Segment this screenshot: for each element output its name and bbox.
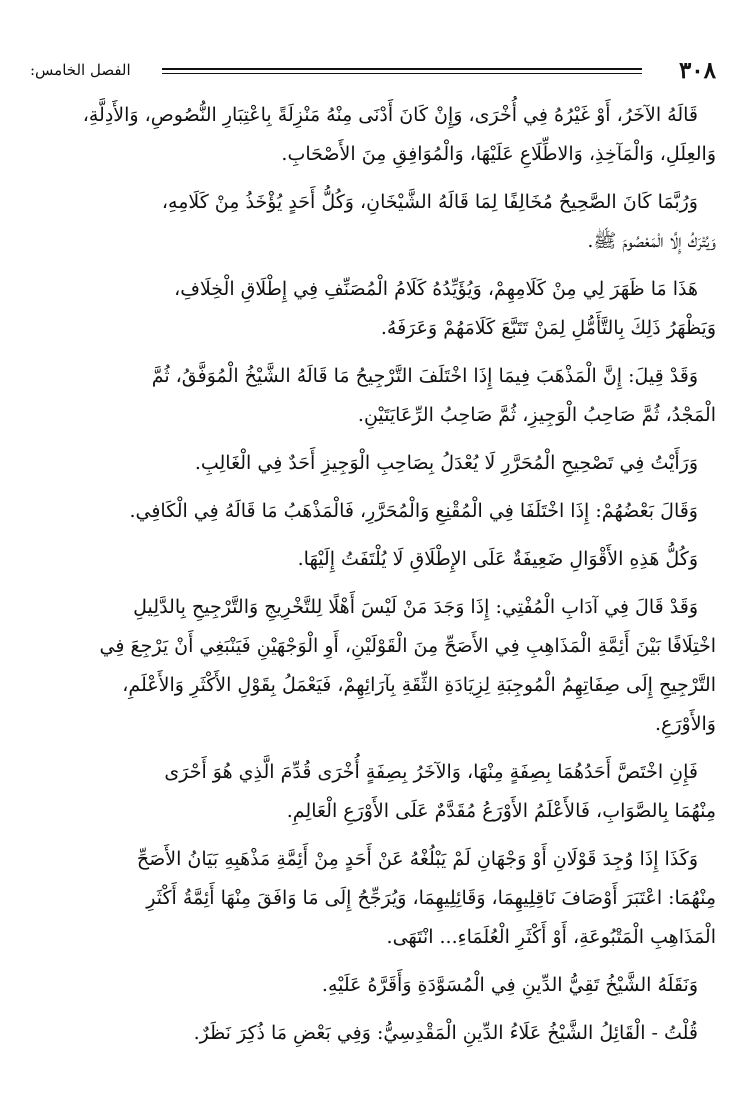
- paragraph: [30, 270, 716, 348]
- paragraph: [30, 444, 716, 483]
- page-body: [30, 96, 716, 1053]
- paragraph: [30, 540, 716, 579]
- paragraph: [30, 183, 716, 261]
- text-line: وَيَظْهَرُ ذَلِكَ بِالتَّأَمُّلِ لِمَنْ تَتَبَّعَ كَلَامَهُمْ وَعَرَفَهُ.: [380, 317, 716, 339]
- text-line: وَرُبَّمَا كَانَ الصَّحِيحُ مُخَالِفًا لِمَا قَالَهُ الشَّيْخَانِ، وَكُلُّ أَحَدٍ يُؤْخَذُ مِنْ كَلَامِهِ،: [161, 191, 698, 213]
- paragraph-gap: [30, 957, 716, 966]
- text-line: مِنْهُمَا بِالصَّوَابِ، فَالأَعْلَمُ الأَوْرَعُ مُقَدَّمٌ عَلَى الأَوْرَعِ الْعَالِمِ.: [286, 800, 716, 822]
- paragraph-gap: [30, 435, 716, 444]
- paragraph-gap: [30, 831, 716, 840]
- text-line: وَقَدْ قَالَ فِي آدَابِ الْمُفْتِي: إِذَا وَجَدَ مَنْ لَيْسَ أَهْلًا لِلتَّخْرِيجِ وَالتَّرْجِيحِ بِالدَّلِيلِ: [133, 596, 698, 618]
- text-line: مِنْهُمَا: اعْتَبَرَ أَوْصَافَ نَاقِلِيهِمَا، وَقَائِلِيهِمَا، وَيُرَجِّحُ إِلَى مَا وَافَقَ مِنْهَا أَئِمَّةُ أَكْثَرِ: [146, 887, 716, 909]
- paragraph: [30, 492, 716, 531]
- paragraph: [30, 1014, 716, 1053]
- paragraph: [30, 840, 716, 957]
- text-line: قَالَهُ الآخَرُ، أَوْ غَيْرُهُ فِي أُخْرَى، وَإِنْ كَانَ أَدْنَى مِنْهُ مَنْزِلَةً بِاعْتِبَارِ النُّصُوصِ، وَالأَدِلَّةِ،: [82, 104, 698, 126]
- text-line: وَقَدْ قِيلَ: إِنَّ الْمَذْهَبَ فِيمَا إِذَا اخْتَلَفَ التَّرْجِيحُ مَا قَالَهُ الشَّيْخُ الْمُوَفَّقُ، ثُمَّ: [151, 365, 698, 387]
- paragraph: [30, 753, 716, 831]
- paragraph: [30, 588, 716, 744]
- text-line: وَكَذَا إِذَا وُجِدَ قَوْلَانِ أَوْ وَجْهَانِ لَمْ يَبْلُغْهُ عَنْ أَحَدٍ مِنْ أَئِمَّةِ مَذْهَبِهِ بَيَانُ الأَصَحِّ: [136, 848, 698, 870]
- text-line: الْمَذَاهِبِ الْمَتْبُوعَةِ، أَوْ أَكْثَرِ الْعُلَمَاءِ... انْتَهَى.: [386, 926, 716, 948]
- text-line: قُلْتُ - الْقَائِلُ الشَّيْخُ عَلَاءُ الدِّينِ الْمَقْدِسِيُّ: وَفِي بَعْضِ مَا ذُكِرَ نَظَرٌ.: [193, 1022, 698, 1044]
- paragraph-gap: [30, 348, 716, 357]
- text-line: وَرَأَيْتُ فِي تَصْحِيحِ الْمُحَرَّرِ لَا يُعْدَلُ بِصَاحِبِ الْوَجِيزِ أَحَدٌ فِي الْغَالِبِ.: [194, 452, 698, 474]
- text-line: التَّرْجِيحِ إِلَى صِفَاتِهِمُ الْمُوجِبَةِ لِزِيَادَةِ الثِّقَةِ بِآرَائِهِمْ، فَيَعْمَلُ بِقَوْلِ الأَكْثَرِ وَالأَعْلَمِ،: [122, 674, 716, 696]
- paragraph: [30, 966, 716, 1005]
- chapter-title: الفصل الخامس:: [30, 61, 131, 79]
- paragraph-gap: [30, 261, 716, 270]
- paragraph: [30, 96, 716, 174]
- paragraph-gap: [30, 1005, 716, 1014]
- text-line: اخْتِلَافًا بَيْنَ أَئِمَّةِ الْمَذَاهِبِ فِي الأَصَحِّ مِنَ الْقَوْلَيْنِ، أَوِ الْوَجْهَيْنِ فَيَنْبَغِي أَنْ يَرْجِعَ فِي: [99, 635, 716, 657]
- paragraph: [30, 357, 716, 435]
- paragraph-gap: [30, 531, 716, 540]
- paragraph-gap: [30, 174, 716, 183]
- paragraph-gap: [30, 483, 716, 492]
- text-line: وَيُتْرَكُ إِلَّا الْمَعْصُومَ ﷺ.: [587, 230, 716, 252]
- text-line: هَذَا مَا ظَهَرَ لِي مِنْ كَلَامِهِمْ، وَيُؤَيِّدُهُ كَلَامُ الْمُصَنِّفِ فِي إِطْلَاقِ الْخِلَافِ،: [174, 278, 698, 300]
- text-line: وَالعِلَلِ، وَالْمَآخِذِ، وَالاطِّلَاعِ عَلَيْهَا، وَالْمُوَافِقِ مِنَ الأَصْحَابِ.: [281, 143, 716, 165]
- text-line: وَكُلُّ هَذِهِ الأَقْوَالِ ضَعِيفَةٌ عَلَى الإِطْلَاقِ لَا يُلْتَفَتُ إِلَيْهَا.: [297, 548, 698, 570]
- paragraph-gap: [30, 744, 716, 753]
- text-line: فَإِنِ اخْتَصَّ أَحَدُهُمَا بِصِفَةٍ مِنْهَا، وَالآخَرُ بِصِفَةٍ أُخْرَى قُدِّمَ الَّذِي هُوَ أَحْرَى: [164, 761, 698, 783]
- text-line: وَالأَوْرَعِ.: [654, 713, 716, 735]
- text-line: الْمَجْدُ، ثُمَّ صَاحِبُ الْوَجِيزِ، ثُمَّ صَاحِبُ الرِّعَايَتَيْنِ.: [357, 404, 716, 426]
- page-header: [30, 56, 716, 92]
- header-rule: [162, 68, 642, 74]
- paragraph-gap: [30, 579, 716, 588]
- text-line: وَقَالَ بَعْضُهُمْ: إِذَا اخْتَلَفَا فِي الْمُقْنِعِ وَالْمُحَرَّرِ، فَالْمَذْهَبُ مَا قَالَهُ فِي الْكَافِي.: [129, 500, 698, 522]
- text-line: وَنَقَلَهُ الشَّيْخُ تَقِيُّ الدِّينِ فِي الْمُسَوَّدَةِ وَأَقَرَّهُ عَلَيْهِ.: [321, 974, 698, 996]
- page-number: ٣٠٨: [678, 57, 716, 84]
